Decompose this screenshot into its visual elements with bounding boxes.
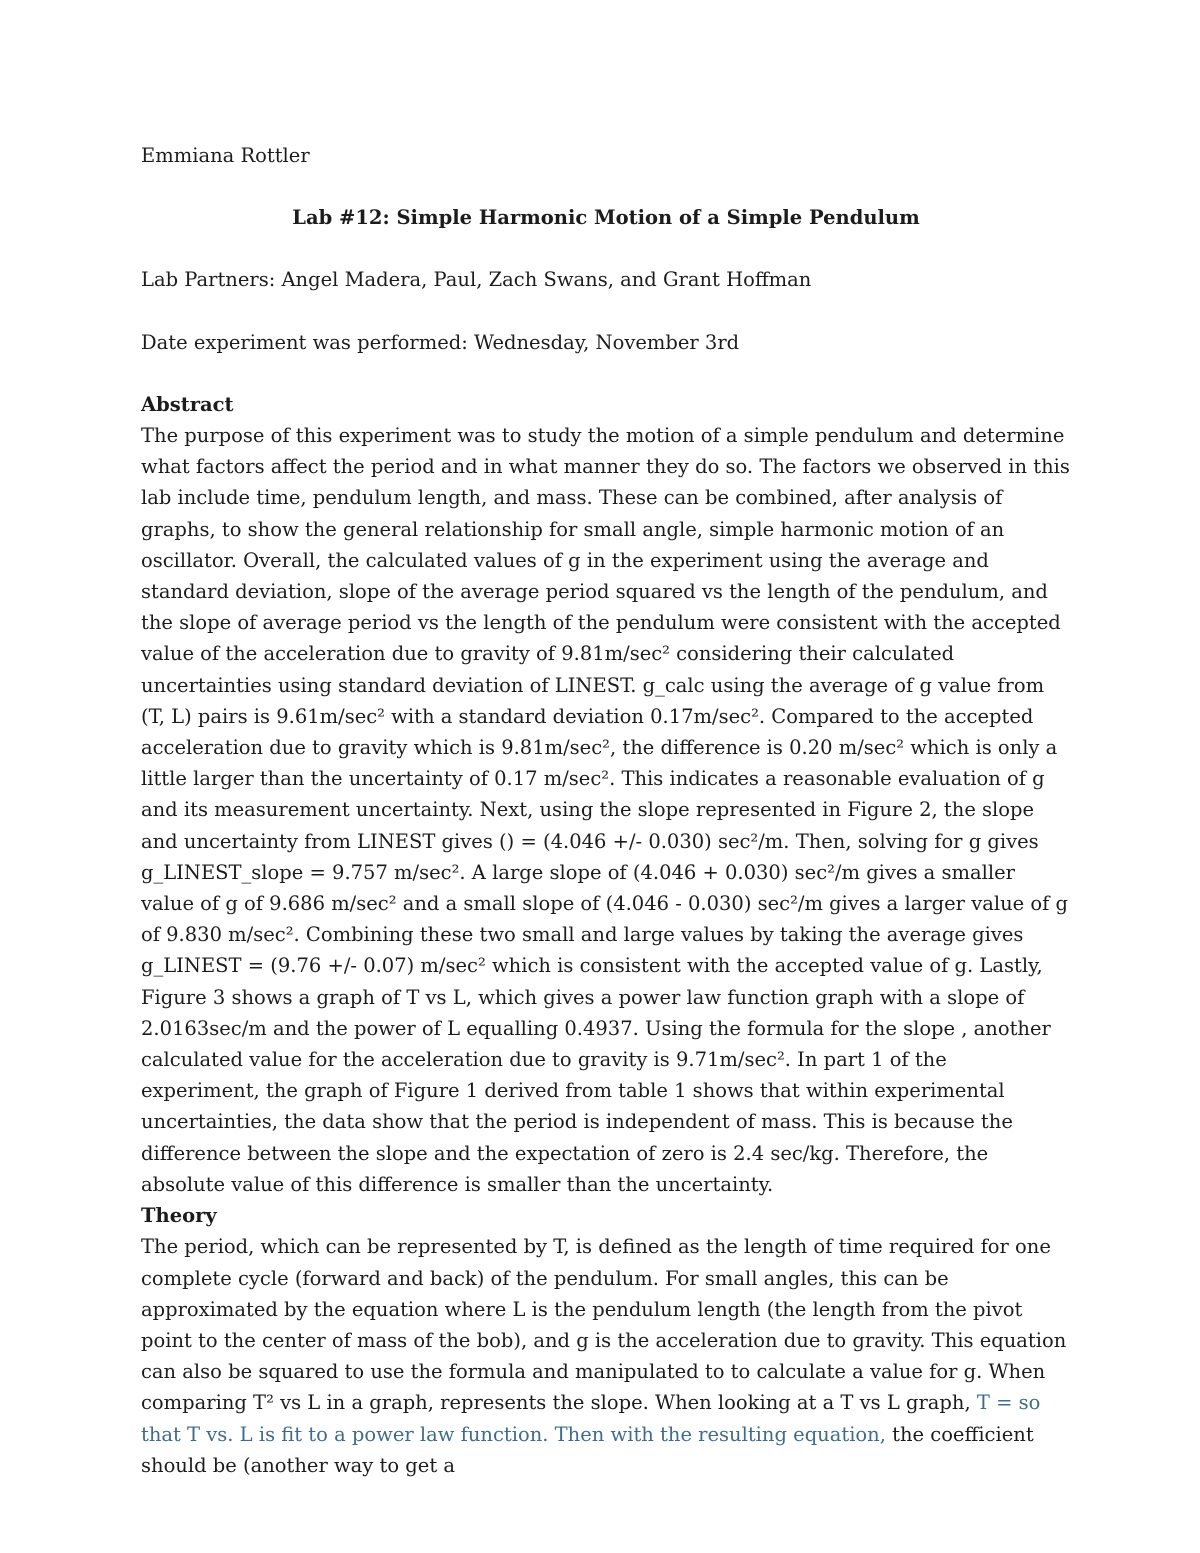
theory-text-part1: The period, which can be represented by T, is defined as the length of time required for one complete cycle (forward and back) of the pendulum. For small angles, this can be approximated by the equation where L is the pendulum length (the length from the pivot point to the center of mass of the bob), and g is the acceleration due to gravity. This equation can also be squared to use the formula and manipulated to to calculate a value for g. When comparing T² vs L in a graph, represents the slope. When looking at a T vs L graph, bbox=[141, 1235, 1067, 1415]
theory-text bbox=[141, 1231, 1071, 1481]
lab-partners: Lab Partners: Angel Madera, Paul, Zach Swans, and Grant Hoffman bbox=[141, 268, 812, 292]
theory-text-highlight: T = so that T vs. L is fit to a power law function. Then with the resulting equation, bbox=[141, 1391, 1041, 1446]
document-title: Lab #12: Simple Harmonic Motion of a Simple Pendulum bbox=[292, 206, 920, 230]
experiment-date: Date experiment was performed: Wednesday, November 3rd bbox=[141, 330, 740, 354]
abstract-heading: Abstract bbox=[141, 392, 234, 416]
author-name: Emmiana Rottler bbox=[141, 144, 310, 167]
theory-text-part2: the coefficient should be (another way to get a bbox=[141, 1422, 1034, 1477]
theory-heading: Theory bbox=[141, 1204, 217, 1228]
abstract-text: The purpose of this experiment was to study the motion of a simple pendulum and determine what factors affect the period and in what manner they do so. The factors we observed in this lab include time, pendulum length, and mass. These can be combined, after analysis of graphs, to show the general relationship for small angle, simple harmonic motion of an oscillator. Overall, the calculated values of g in the experiment using the average and standard deviation, slope of the average period squared vs the length of the pendulum, and the slope of average period vs the length of the pendulum were consistent with the accepted value of the acceleration due to gravity of 9.81m/sec² considering their calculated uncertainties using standard deviation of LINEST. g_calc using the average of g value from (T, L) pairs is 9.61m/sec² with a standard deviation 0.17m/sec². Compared to the accepted acceleration due to gravity which is 9.81m/sec², the difference is 0.20 m/sec² which is only a little larger than the uncertainty of 0.17 m/sec². This indicates a reasonable evaluation of g and its measurement uncertainty. Next, using the slope represented in Figure 2, the slope and uncertainty from LINEST gives () = (4.046 +/- 0.030) sec²/m. Then, solving for g gives g_LINEST_slope = 9.757 m/sec². A large slope of (4.046 + 0.030) sec²/m gives a smaller value of g of 9.686 m/sec² and a small slope of (4.046 - 0.030) sec²/m gives a larger value of g of 9.830 m/sec². Combining these two small and large values by taking the average gives g_LINEST = (9.76 +/- 0.07) m/sec² which is consistent with the accepted value of g. Lastly, Figure 3 shows a graph of T vs L, which gives a power law function graph with a slope of 2.0163sec/m and the power of L equalling 0.4937. Using the formula for the slope , another calculated value for the acceleration due to gravity is 9.71m/sec². In part 1 of the experiment, the graph of Figure 1 derived from table 1 shows that within experimental uncertainties, the data show that the period is independent of mass. This is because the difference between the slope and the expectation of zero is 2.4 sec/kg. Therefore, the absolute value of this difference is smaller than the uncertainty. bbox=[141, 424, 1070, 1196]
document-page bbox=[141, 140, 1071, 1481]
